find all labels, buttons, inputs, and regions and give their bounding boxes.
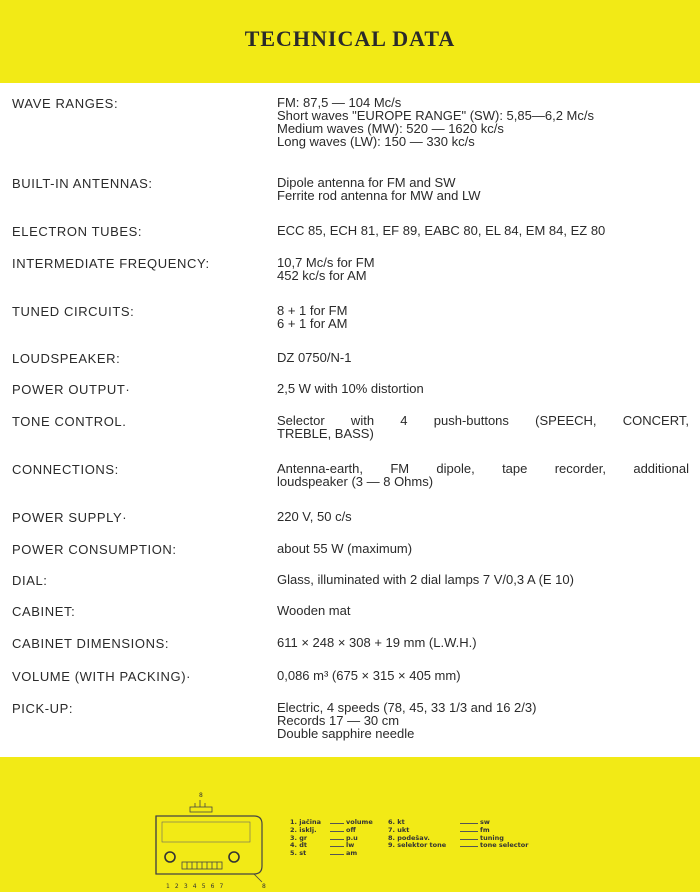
legend-value: p.u — [346, 833, 358, 842]
legend-leader — [330, 835, 344, 840]
spec-label: CABINET: — [12, 604, 76, 619]
legend-value: tone selector — [480, 841, 529, 850]
spec-label: VOLUME (WITH PACKING)· — [12, 669, 192, 684]
volume-knob-icon — [165, 852, 175, 862]
legend-row — [290, 850, 373, 858]
spec-label: POWER CONSUMPTION: — [12, 542, 177, 557]
spec-label: POWER OUTPUT· — [12, 382, 131, 397]
legend-row — [388, 842, 528, 850]
spec-label: INTERMEDIATE FREQUENCY: — [12, 256, 210, 271]
legend-key: 5. st — [290, 849, 307, 858]
legend-value: sw — [480, 818, 490, 826]
legend-key: 8. podešav. — [388, 833, 430, 842]
spec-label: POWER SUPPLY· — [12, 510, 128, 525]
spec-value — [277, 382, 689, 395]
page-title: TECHNICAL DATA — [244, 25, 456, 51]
spec-value — [277, 542, 689, 555]
spec-value-line: Double sapphire needle — [277, 726, 415, 741]
spec-label: PICK-UP: — [12, 701, 74, 716]
legend-leader — [460, 819, 478, 824]
legend-key: 1. jačina — [290, 818, 321, 826]
push-buttons — [182, 862, 222, 869]
spec-value-line: Electric, 4 speeds (78, 45, 33 1/3 and 16 2/3) — [277, 700, 537, 715]
spec-value-line: ECC 85, ECH 81, EF 89, EABC 80, EL 84, EM 84, EZ 80 — [277, 223, 606, 238]
header-band — [0, 0, 700, 83]
spec-label: CABINET DIMENSIONS: — [12, 636, 170, 651]
spec-label: TONE CONTROL. — [12, 414, 127, 429]
legend-key: 4. dt — [290, 841, 308, 850]
spec-value — [277, 636, 689, 649]
spec-value — [277, 256, 689, 282]
spec-value-line: FM: 87,5 — 104 Mc/s — [277, 95, 402, 110]
legend-row — [388, 819, 528, 827]
legend-value: am — [346, 849, 358, 858]
spec-label: DIAL: — [12, 573, 48, 588]
legend-value: lw — [346, 841, 355, 850]
spec-value-line: Selector with 4 push-buttons (SPEECH, CONCERT, — [277, 413, 689, 428]
legend-key: 2. isklj. — [290, 825, 317, 834]
diagram-legend-left — [290, 819, 373, 858]
radio-diagram — [150, 790, 280, 890]
spec-value — [277, 224, 689, 237]
spec-value-line: 2,5 W with 10% distortion — [277, 381, 424, 396]
spec-value-line: Glass, illuminated with 2 dial lamps 7 V/0,3 A (E 10) — [277, 572, 574, 587]
spec-value-line: 452 kc/s for AM — [277, 268, 367, 283]
spec-value — [277, 701, 689, 740]
spec-value — [277, 414, 689, 440]
spec-value-line: 10,7 Mc/s for FM — [277, 255, 375, 270]
spec-value — [277, 351, 689, 364]
spec-value-line: DZ 0750/N-1 — [277, 350, 352, 365]
legend-value: tuning — [480, 833, 504, 842]
radio-cabinet — [156, 816, 262, 874]
legend-leader — [460, 827, 478, 832]
spec-value-line: Antenna-earth, FM dipole, tape recorder, additional — [277, 461, 689, 476]
spec-value-line: 220 V, 50 c/s — [277, 509, 352, 524]
legend-leader — [330, 842, 344, 847]
spec-value — [277, 604, 689, 617]
spec-value — [277, 304, 689, 330]
legend-leader — [330, 819, 344, 824]
legend-key: 3. gr — [290, 833, 308, 842]
spec-label: TUNED CIRCUITS: — [12, 304, 135, 319]
legend-leader — [330, 850, 344, 855]
tuning-knob-icon — [229, 852, 239, 862]
spec-value — [277, 669, 689, 682]
spec-value-line: 6 + 1 for AM — [277, 316, 348, 331]
legend-leader — [330, 827, 344, 832]
diagram-legend-right — [388, 819, 528, 850]
spec-value-line: about 55 W (maximum) — [277, 541, 413, 556]
spec-value-line: Medium waves (MW): 520 — 1620 kc/s — [277, 121, 504, 136]
legend-key: 7. ukt — [388, 825, 410, 834]
diagram-bottom-numbers: 1 2 3 4 5 6 7 — [166, 883, 225, 890]
spec-value-line: 611 × 248 × 308 + 19 mm (L.W.H.) — [277, 635, 477, 650]
legend-value: volume — [346, 818, 373, 826]
spec-label: WAVE RANGES: — [12, 96, 119, 111]
spec-value-line: Records 17 — 30 cm — [277, 713, 400, 728]
spec-value — [277, 510, 689, 523]
legend-key: 9. selektor tone — [388, 841, 447, 850]
diagram-top-number: 8 — [199, 792, 203, 799]
spec-value-line: 0,086 m³ (675 × 315 × 405 mm) — [277, 668, 461, 683]
legend-key: 6. kt — [388, 818, 405, 826]
spec-value — [277, 462, 689, 488]
spec-label: CONNECTIONS: — [12, 462, 119, 477]
legend-value: fm — [480, 825, 490, 834]
footer-band — [0, 757, 700, 892]
spec-value-line: Dipole antenna for FM and SW — [277, 175, 456, 190]
spec-value — [277, 176, 689, 202]
spec-value-line: 8 + 1 for FM — [277, 303, 348, 318]
spec-value-line: loudspeaker (3 — 8 Ohms) — [277, 474, 434, 489]
diagram-side-number: 8 — [262, 883, 266, 890]
spec-value-line: Ferrite rod antenna for MW and LW — [277, 188, 481, 203]
spec-label: LOUDSPEAKER: — [12, 351, 121, 366]
spec-value — [277, 573, 689, 586]
legend-leader — [460, 842, 478, 847]
spec-value-line: TREBLE, BASS) — [277, 426, 374, 441]
spec-label: BUILT-IN ANTENNAS: — [12, 176, 153, 191]
spec-value — [277, 96, 689, 148]
legend-leader — [460, 835, 478, 840]
spec-label: ELECTRON TUBES: — [12, 224, 143, 239]
spec-value-line: Long waves (LW): 150 — 330 kc/s — [277, 134, 475, 149]
spec-value-line: Wooden mat — [277, 603, 351, 618]
legend-value: off — [346, 825, 356, 834]
spec-value-line: Short waves "EUROPE RANGE" (SW): 5,85—6,2 Mc/s — [277, 108, 594, 123]
